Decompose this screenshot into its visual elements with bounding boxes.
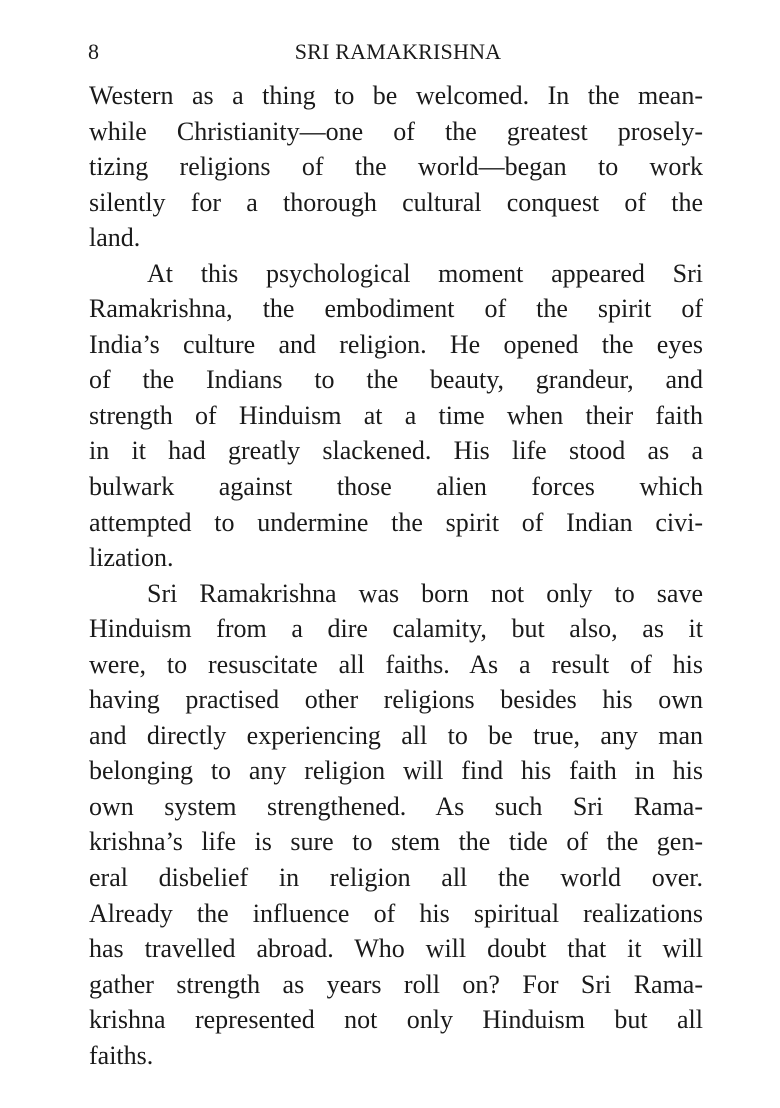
text-line: strength of Hinduism at a time when their faith — [89, 400, 703, 430]
text-line: own system strengthened. As such Sri Rama- — [89, 791, 703, 821]
running-head: SRI RAMAKRISHNA — [294, 39, 502, 64]
text-line: krishna’s life is sure to stem the tide of the gen- — [89, 827, 703, 857]
text-line: gather strength as years roll on? For Sri Rama- — [89, 969, 703, 999]
text-line: while Christianity—one of the greatest prosely- — [89, 116, 703, 146]
text-line: tizing religions of the world—began to work — [89, 152, 703, 182]
text-line: Ramakrishna, the embodiment of the spirit of — [89, 294, 703, 324]
text-line: belonging to any religion will find his faith in his — [89, 756, 703, 786]
text-line: India’s culture and religion. He opened the eyes — [89, 329, 703, 359]
paragraph — [89, 78, 703, 256]
text-line: and directly experiencing all to be true, any man — [89, 720, 703, 750]
page-number: 8 — [88, 39, 99, 64]
text-line: At this psychological moment appeared Sri — [147, 258, 703, 288]
text-line: bulwark against those alien forces which — [89, 472, 703, 502]
text-line: Western as a thing to be welcomed. In the mean- — [89, 81, 703, 110]
text-line: in it had greatly slackened. His life stood as a — [89, 436, 703, 466]
text-line: having practised other religions besides his own — [89, 685, 703, 715]
text-line: faiths. — [89, 1040, 154, 1070]
text-line: krishna represented not only Hinduism but all — [89, 1005, 703, 1035]
text-line: Sri Ramakrishna was born not only to save — [147, 578, 703, 608]
text-line: land. — [89, 223, 141, 253]
text-line: were, to resuscitate all faiths. As a result of his — [89, 649, 703, 679]
text-line: of the Indians to the beauty, grandeur, and — [89, 365, 703, 395]
text-line: Already the influence of his spiritual realizations — [89, 898, 703, 928]
paragraph — [89, 256, 703, 576]
text-line: eral disbelief in religion all the world over. — [89, 863, 703, 893]
text-line: silently for a thorough cultural conquest of the — [89, 187, 703, 217]
text-line: attempted to undermine the spirit of Indian civi- — [89, 507, 703, 537]
body-text — [89, 78, 703, 1073]
text-line: lization. — [89, 543, 174, 573]
text-line: has travelled abroad. Who will doubt that it will — [89, 934, 703, 964]
paragraph — [89, 576, 703, 1074]
text-line: Hinduism from a dire calamity, but also, as it — [89, 614, 703, 644]
